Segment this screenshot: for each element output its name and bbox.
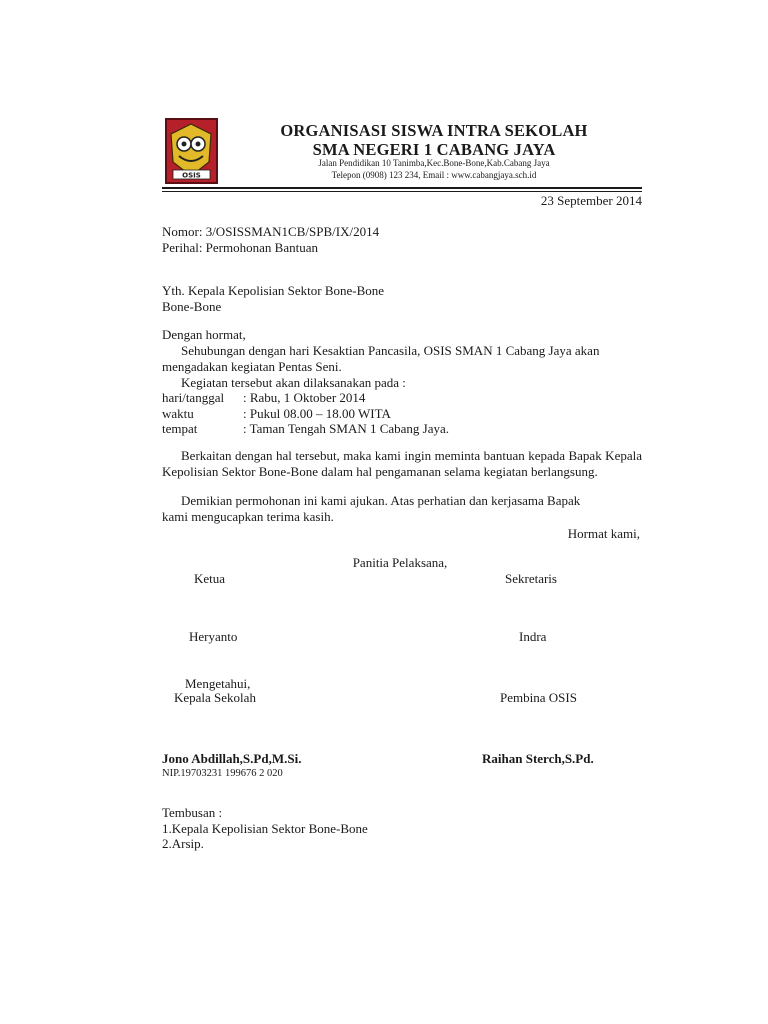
- kepsek-title: Kepala Sekolah: [174, 690, 256, 705]
- letterhead-rule-thin: [162, 191, 642, 192]
- greeting: Dengan hormat,: [162, 327, 246, 342]
- kepsek-nip: NIP.19703231 199676 2 020: [162, 768, 283, 779]
- detail-value-time: : Pukul 08.00 – 18.00 WITA: [243, 406, 391, 421]
- school-name: SMA NEGERI 1 CABANG JAYA: [312, 140, 556, 159]
- detail-label-place: tempat: [162, 421, 198, 436]
- recipient-line-1: Yth. Kepala Kepolisian Sektor Bone-Bone: [162, 283, 385, 298]
- detail-label-date: hari/tanggal: [162, 390, 225, 405]
- letter-number: Nomor: 3/OSISSMAN1CB/SPB/IX/2014: [162, 224, 380, 239]
- tembusan-item-1: 1.Kepala Kepolisian Sektor Bone-Bone: [162, 821, 368, 836]
- closing: Hormat kami,: [567, 526, 640, 541]
- detail-value-date: : Rabu, 1 Oktober 2014: [243, 390, 366, 405]
- ketua-title: Ketua: [194, 571, 226, 586]
- committee-label: Panitia Pelaksana,: [352, 555, 448, 570]
- detail-label-time: waktu: [162, 406, 194, 421]
- school-logo: [165, 118, 218, 184]
- logo-text: OSIS: [182, 171, 201, 180]
- pembina-name: Raihan Sterch,S.Pd.: [482, 751, 594, 766]
- paragraph-3: Berkaitan dengan hal tersebut, maka kami ingin meminta bantuan kepada Bapak Kepala Kepolisian Sektor Bone-Bone dalam hal pengamanan selama kegiatan berlangsung.: [162, 448, 642, 479]
- sekretaris-name: Indra: [519, 629, 547, 644]
- school-address: Jalan Pendidikan 10 Tanimba,Kec.Bone-Bone,Kab.Cabang Jaya: [318, 158, 550, 168]
- pembina-title: Pembina OSIS: [500, 690, 577, 705]
- paragraph-1-line-1: Sehubungan dengan hari Kesaktian Pancasila, OSIS SMAN 1 Cabang Jaya akan: [181, 343, 600, 358]
- kepsek-name: Jono Abdillah,S.Pd,M.Si.: [162, 751, 302, 766]
- letter-date: 23 September 2014: [540, 193, 642, 208]
- paragraph-2: Kegiatan tersebut akan dilaksanakan pada :: [181, 375, 406, 390]
- tembusan-heading: Tembusan :: [162, 805, 223, 820]
- sekretaris-title: Sekretaris: [505, 571, 557, 586]
- paragraph-4-line-2: kami mengucapkan terima kasih.: [162, 509, 334, 524]
- letter-subject: Perihal: Permohonan Bantuan: [162, 240, 318, 255]
- recipient-line-2: Bone-Bone: [162, 299, 222, 314]
- ketua-name: Heryanto: [189, 629, 238, 644]
- org-name: ORGANISASI SISWA INTRA SEKOLAH: [280, 121, 588, 140]
- detail-value-place: : Taman Tengah SMAN 1 Cabang Jaya.: [243, 421, 450, 436]
- letterhead-rule-thick: [162, 187, 642, 189]
- paragraph-4-line-1: Demikian permohonan ini kami ajukan. Atas perhatian dan kerjasama Bapak: [181, 493, 581, 508]
- tembusan-item-2: 2.Arsip.: [162, 836, 204, 851]
- mengetahui-label: Mengetahui,: [185, 676, 251, 691]
- school-contact: Telepon (0908) 123 234, Email : www.cabangjaya.sch.id: [331, 170, 537, 180]
- paragraph-1-line-2: mengadakan kegiatan Pentas Seni.: [162, 359, 342, 374]
